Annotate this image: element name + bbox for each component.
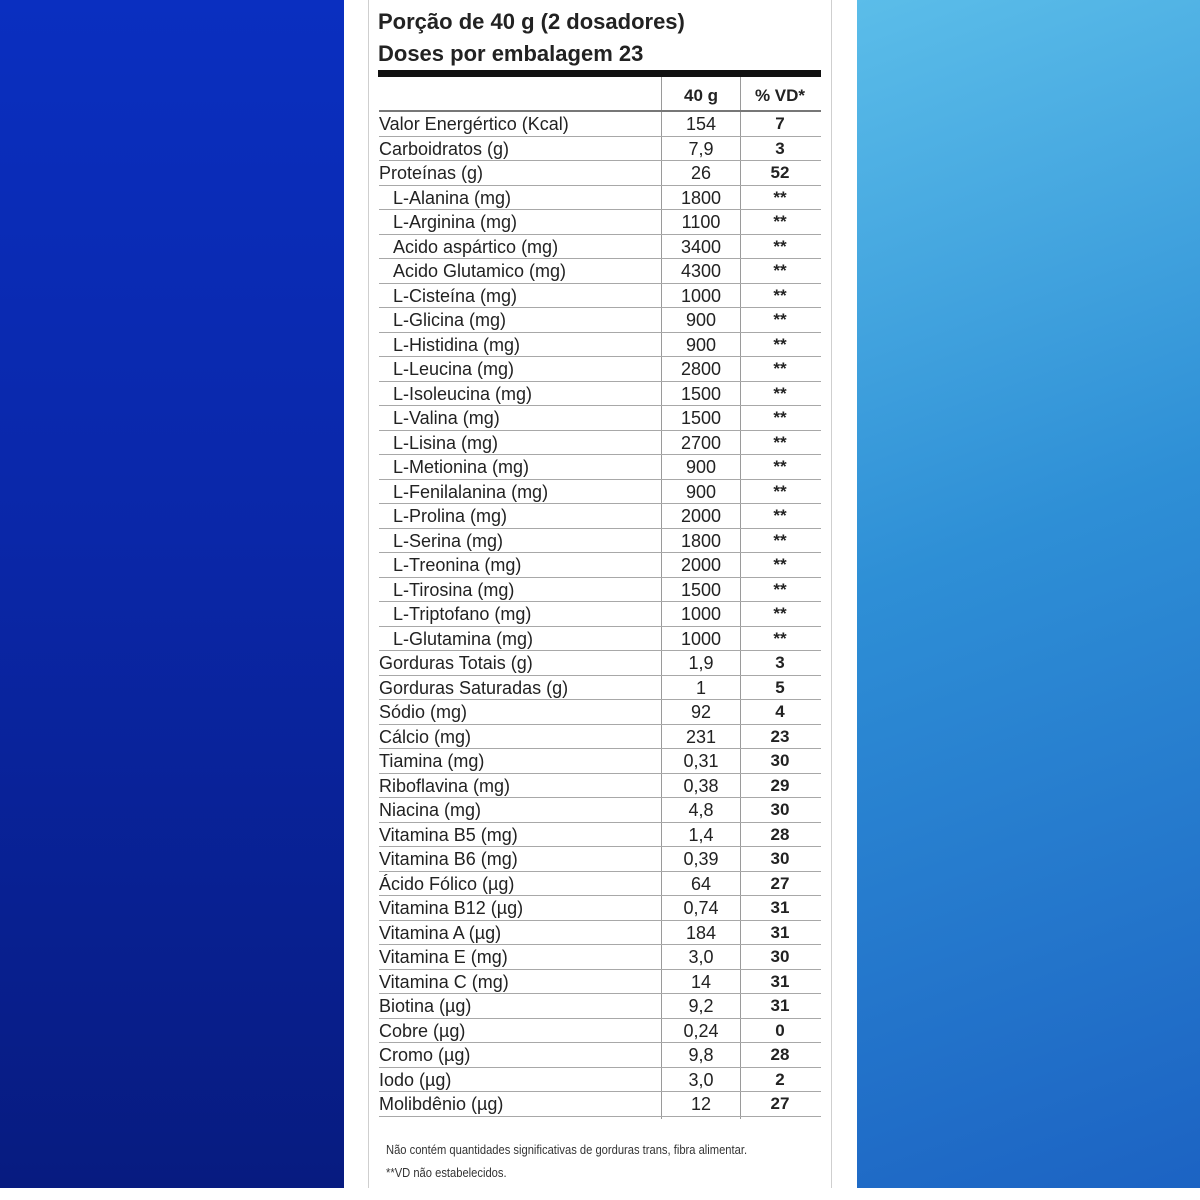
nutrient-quantity: 9,8 (688, 1045, 714, 1065)
nutrient-quantity: 4300 (680, 261, 722, 281)
table-row (379, 970, 821, 995)
nutrient-quantity: 1 (695, 677, 706, 698)
table-row (379, 945, 821, 970)
nutrient-quantity: 1800 (680, 187, 722, 208)
nutrient-name: Vitamina C (mg) (379, 971, 509, 992)
nutrient-daily-value: 23 (770, 726, 790, 746)
table-row (379, 480, 821, 505)
nutrient-name: Proteínas (g) (379, 163, 484, 183)
nutrient-daily-value: 7 (775, 114, 785, 133)
nutrient-daily-value: ** (773, 628, 787, 648)
nutrient-quantity: 0,24 (683, 1020, 719, 1041)
nutrient-daily-value: ** (773, 555, 787, 574)
nutrient-quantity: 1000 (680, 285, 722, 306)
nutrient-name: Valor Energértico (Kcal) (379, 114, 569, 134)
nutrient-quantity: 1000 (680, 628, 722, 649)
table-row (379, 455, 821, 480)
nutrient-daily-value: ** (773, 212, 787, 231)
nutrient-quantity: 0,31 (683, 751, 719, 771)
nutrient-quantity: 3400 (680, 236, 722, 257)
nutrient-quantity: 900 (685, 334, 717, 355)
nutrient-name: L-Glicina (mg) (393, 310, 507, 330)
table-row (379, 749, 821, 774)
nutrient-quantity: 1800 (680, 530, 722, 551)
nutrient-daily-value: 3 (775, 138, 785, 158)
nutrient-quantity: 1500 (680, 408, 722, 428)
nutrient-quantity: 2700 (680, 432, 722, 453)
servings-per-package: Doses por embalagem 23 (378, 41, 644, 66)
nutrient-daily-value: 31 (770, 922, 790, 942)
table-row (379, 627, 821, 652)
table-row (379, 1092, 821, 1117)
nutrient-quantity: 1,9 (688, 653, 714, 673)
table-row (379, 431, 821, 456)
nutrient-daily-value: ** (773, 310, 787, 329)
nutrient-name: Ácido Fólico (µg) (379, 873, 515, 894)
nutrient-daily-value: 4 (775, 702, 785, 721)
column-header-daily-value: % VD* (754, 86, 806, 105)
nutrient-quantity: 1500 (680, 579, 722, 600)
nutrient-name: L-Treonina (mg) (393, 555, 522, 575)
nutrient-name: L-Glutamina (mg) (393, 628, 534, 649)
table-row (379, 774, 821, 799)
nutrient-quantity: 184 (685, 922, 717, 943)
nutrient-quantity: 2800 (680, 359, 722, 379)
nutrient-daily-value: 0 (775, 1020, 785, 1040)
nutrient-quantity: 1500 (680, 383, 722, 404)
table-row (379, 872, 821, 897)
nutrient-name: L-Leucina (mg) (393, 359, 515, 379)
nutrient-daily-value: 30 (770, 849, 790, 868)
table-row (379, 529, 821, 554)
table-row (379, 823, 821, 848)
table-row (379, 1019, 821, 1044)
nutrient-name: Carboidratos (g) (379, 138, 510, 159)
nutrient-daily-value: ** (773, 457, 787, 476)
table-row (379, 284, 821, 309)
nutrient-quantity: 1000 (680, 604, 722, 624)
nutrient-daily-value: ** (773, 408, 787, 427)
nutrient-name: L-Metionina (mg) (393, 457, 530, 477)
nutrient-name: Cromo (µg) (379, 1045, 471, 1065)
nutrient-name: Acido Glutamico (mg) (393, 261, 567, 281)
nutrient-name: Vitamina B12 (µg) (379, 898, 524, 918)
nutrient-quantity: 4,8 (688, 800, 714, 820)
serving-size: Porção de 40 g (2 dosadores) (378, 9, 685, 34)
nutrient-daily-value: 2 (775, 1069, 785, 1089)
table-row (379, 161, 821, 186)
nutrient-daily-value: ** (773, 359, 787, 378)
nutrient-quantity: 3,0 (688, 947, 714, 967)
footnote-vd: **VD não estabelecidos. (386, 1165, 507, 1180)
table-row (379, 725, 821, 750)
nutrient-quantity: 0,74 (683, 898, 719, 918)
nutrient-daily-value: ** (773, 481, 787, 501)
table-row (379, 651, 821, 676)
nutrient-name: L-Arginina (mg) (393, 212, 518, 232)
nutrient-daily-value: ** (773, 261, 787, 280)
nutrition-table (379, 112, 821, 1117)
nutrient-name: L-Isoleucina (mg) (393, 383, 533, 404)
nutrient-quantity: 3,0 (688, 1069, 714, 1090)
nutrient-daily-value: 52 (770, 163, 790, 182)
nutrient-name: Molibdênio (µg) (379, 1094, 504, 1114)
nutrient-name: L-Cisteína (mg) (393, 285, 518, 306)
nutrient-daily-value: 31 (770, 898, 790, 917)
nutrient-name: L-Fenilalanina (mg) (393, 481, 549, 502)
footnote-trans-fat: Não contém quantidades significativas de gorduras trans, fibra alimentar. (386, 1142, 748, 1157)
nutrient-quantity: 9,2 (688, 996, 714, 1016)
nutrient-name: Gorduras Saturadas (g) (379, 677, 569, 698)
table-row (379, 137, 821, 162)
table-row (379, 676, 821, 701)
nutrient-name: L-Alanina (mg) (393, 187, 512, 208)
nutrient-daily-value: ** (773, 334, 787, 354)
nutrient-name: Cobre (µg) (379, 1020, 466, 1041)
nutrient-daily-value: ** (773, 506, 787, 525)
nutrient-name: Tiamina (mg) (379, 751, 485, 771)
nutrient-daily-value: ** (773, 383, 787, 403)
bottom-strip (0, 1188, 1200, 1200)
table-row (379, 112, 821, 137)
table-row (379, 382, 821, 407)
nutrient-name: Biotina (µg) (379, 996, 472, 1016)
nutrient-daily-value: 27 (770, 1094, 790, 1113)
nutrient-quantity: 7,9 (688, 138, 714, 159)
nutrient-quantity: 2000 (680, 555, 722, 575)
nutrient-quantity: 2000 (680, 506, 722, 526)
nutrient-name: L-Tirosina (mg) (393, 579, 515, 600)
nutrient-daily-value: 31 (770, 971, 790, 991)
nutrient-name: Vitamina E (mg) (379, 947, 508, 967)
nutrient-quantity: 64 (690, 873, 712, 894)
nutrient-daily-value: ** (773, 579, 787, 599)
table-row (379, 186, 821, 211)
column-header-quantity: 40 g (683, 86, 719, 105)
table-row (379, 406, 821, 431)
nutrient-quantity: 14 (690, 971, 712, 992)
nutrient-daily-value: 29 (770, 775, 790, 795)
table-row (379, 259, 821, 284)
nutrient-daily-value: ** (773, 530, 787, 550)
nutrient-name: Iodo (µg) (379, 1069, 452, 1090)
footnotes (386, 1138, 764, 1184)
table-row (379, 896, 821, 921)
nutrient-daily-value: ** (773, 187, 787, 207)
nutrient-name: Vitamina A (µg) (379, 922, 502, 943)
nutrient-name: Niacina (mg) (379, 800, 482, 820)
nutrient-daily-value: 28 (770, 824, 790, 844)
table-row (379, 308, 821, 333)
nutrient-daily-value: ** (773, 236, 787, 256)
table-row (379, 700, 821, 725)
table-row (379, 578, 821, 603)
table-row (379, 1068, 821, 1093)
nutrient-quantity: 900 (685, 481, 717, 502)
nutrient-daily-value: 30 (770, 947, 790, 966)
table-row (379, 504, 821, 529)
nutrient-name: L-Lisina (mg) (393, 432, 499, 453)
nutrient-quantity: 900 (685, 310, 717, 330)
table-row (379, 333, 821, 358)
nutrient-name: Vitamina B6 (mg) (379, 849, 518, 869)
nutrient-name: L-Valina (mg) (393, 408, 500, 428)
table-row (379, 553, 821, 578)
nutrient-daily-value: 5 (775, 677, 785, 697)
nutrient-quantity: 12 (690, 1094, 712, 1114)
nutrient-name: Riboflavina (mg) (379, 775, 511, 796)
table-row (379, 357, 821, 382)
blue-background-right (857, 0, 1200, 1188)
header-rule (378, 70, 821, 77)
nutrient-daily-value: ** (773, 285, 787, 305)
table-row (379, 602, 821, 627)
nutrient-name: L-Serina (mg) (393, 530, 504, 551)
table-row (379, 847, 821, 872)
nutrient-daily-value: 30 (770, 751, 790, 770)
table-row (379, 210, 821, 235)
nutrient-daily-value: 30 (770, 800, 790, 819)
nutrient-name: L-Histidina (mg) (393, 334, 521, 355)
nutrient-quantity: 26 (690, 163, 712, 183)
table-row (379, 994, 821, 1019)
table-row (379, 235, 821, 260)
nutrient-daily-value: ** (773, 432, 787, 452)
nutrient-name: Vitamina B5 (mg) (379, 824, 518, 845)
nutrient-name: Gorduras Totais (g) (379, 653, 533, 673)
nutrient-quantity: 1100 (681, 212, 721, 232)
nutrient-quantity: 900 (685, 457, 717, 477)
nutrient-quantity: 231 (685, 726, 717, 747)
nutrient-quantity: 154 (685, 114, 717, 134)
nutrient-daily-value: 28 (770, 1045, 790, 1064)
nutrient-name: Cálcio (mg) (379, 726, 472, 747)
nutrient-name: Sódio (mg) (379, 702, 468, 722)
nutrient-daily-value: 27 (770, 873, 790, 893)
nutrient-quantity: 1,4 (688, 824, 714, 845)
blue-background-left (0, 0, 344, 1188)
table-row (379, 798, 821, 823)
nutrient-daily-value: 31 (770, 996, 790, 1015)
label-header (378, 6, 828, 70)
nutrient-daily-value: 3 (775, 653, 785, 672)
nutrient-name: Acido aspártico (mg) (393, 236, 559, 257)
table-row (379, 1043, 821, 1068)
nutrient-name: L-Triptofano (mg) (393, 604, 532, 624)
table-row (379, 921, 821, 946)
nutrient-daily-value: ** (773, 604, 787, 623)
nutrient-name: L-Prolina (mg) (393, 506, 508, 526)
nutrient-quantity: 92 (690, 702, 712, 722)
nutrient-quantity: 0,38 (683, 775, 719, 796)
nutrient-quantity: 0,39 (683, 849, 719, 869)
